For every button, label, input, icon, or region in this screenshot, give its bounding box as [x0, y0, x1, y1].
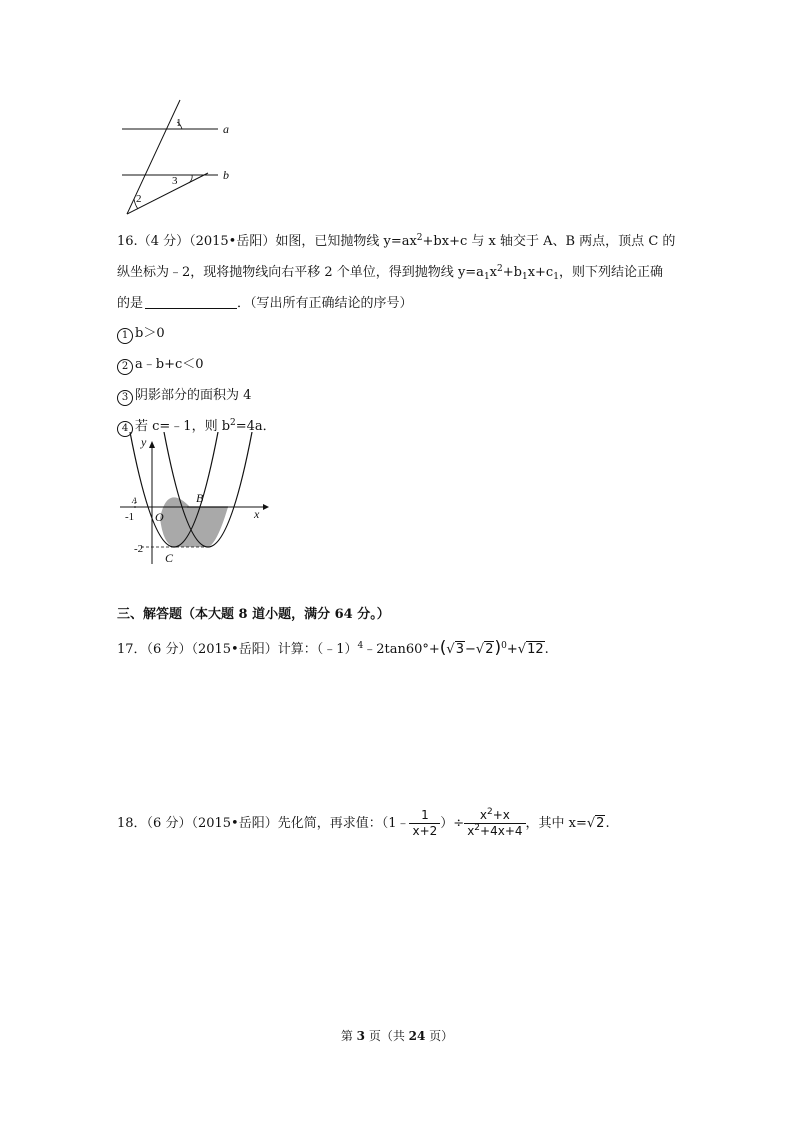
- circled-number-1: 1: [117, 328, 133, 344]
- total-pages: 24: [408, 1029, 426, 1043]
- parabola-figure: [115, 432, 275, 570]
- circled-number-2: 2: [117, 359, 133, 375]
- q17-number: 17．: [117, 642, 147, 657]
- parallel-lines-figure: [110, 95, 260, 220]
- fraction-1: $\frac{1}{x+2}$: [409, 808, 440, 839]
- tick-minus-2-label: -2: [134, 543, 144, 555]
- q16-option-1: 1 b＞0: [117, 322, 165, 344]
- page-footer: 第 3 页（共 24 页）: [340, 1029, 454, 1043]
- q16-option-2: 2 a﹣b+c＜0: [117, 353, 204, 375]
- q17-meta: （6 分）（2015•岳阳）: [146, 642, 278, 657]
- q18-line: 18．（6 分）（2015•岳阳）先化简，再求值：（1﹣ $\frac{1}{x+2}$ ）÷ $\frac{x^2+x}{x^2+4x+4}$ ，其中 x=√2.: [117, 807, 610, 838]
- q16-meta: （4 分）（2015•岳阳）: [137, 234, 276, 249]
- angle-1-label: 1: [176, 117, 182, 129]
- q16-option-4: 4 若 c=﹣1，则 $b^2=4a$．: [117, 415, 276, 437]
- q16-option-3: 3 阴影部分的面积为 4: [117, 384, 251, 406]
- q17-line: 17．（6 分）（2015•岳阳）计算：$(﹣1)^4﹣2\tan 60^\circ+(√3-√2)^0+√12$.: [117, 638, 549, 658]
- fraction-2: $\frac{x^2+x}{x^2+4x+4}$: [464, 808, 525, 839]
- origin-label: O: [155, 510, 164, 524]
- circled-number-3: 3: [117, 390, 133, 406]
- x-axis-label: x: [254, 507, 260, 521]
- q16-number: 16.: [117, 234, 138, 249]
- circled-number-4: 4: [117, 421, 133, 437]
- q16-line3: 的是 ．（写出所有正确结论的序号）: [117, 296, 413, 311]
- line-b-label: b: [223, 168, 229, 182]
- point-a-label: A: [132, 496, 137, 505]
- q16-line2: 纵坐标为﹣2，现将抛物线向右平移 2 个单位，得到抛物线 $y=a_1x^2+b_1x+c_1$，则下列结论正确: [117, 264, 663, 282]
- angle-3-label: 3: [172, 175, 178, 187]
- section-3-heading: 三、解答题（本大题 8 道小题，满分 64 分。）: [117, 607, 390, 622]
- q18-number: 18．: [117, 816, 147, 831]
- line-a-label: a: [223, 122, 229, 136]
- tick-minus-1-label: -1: [125, 511, 135, 523]
- q16-line1: 16.（4 分）（2015•岳阳）如图，已知抛物线 $y=ax^2+bx+c$ 与 x 轴交于 A、B 两点，顶点 C 的: [117, 233, 676, 249]
- angle-2-label: 2: [136, 193, 142, 205]
- q18-meta: （6 分）（2015•岳阳）: [146, 816, 278, 831]
- y-axis-label: y: [141, 435, 147, 449]
- page-number: 3: [356, 1029, 365, 1043]
- answer-blank[interactable]: [145, 296, 237, 309]
- point-c-label: C: [165, 551, 174, 565]
- point-b-label: B: [196, 491, 204, 505]
